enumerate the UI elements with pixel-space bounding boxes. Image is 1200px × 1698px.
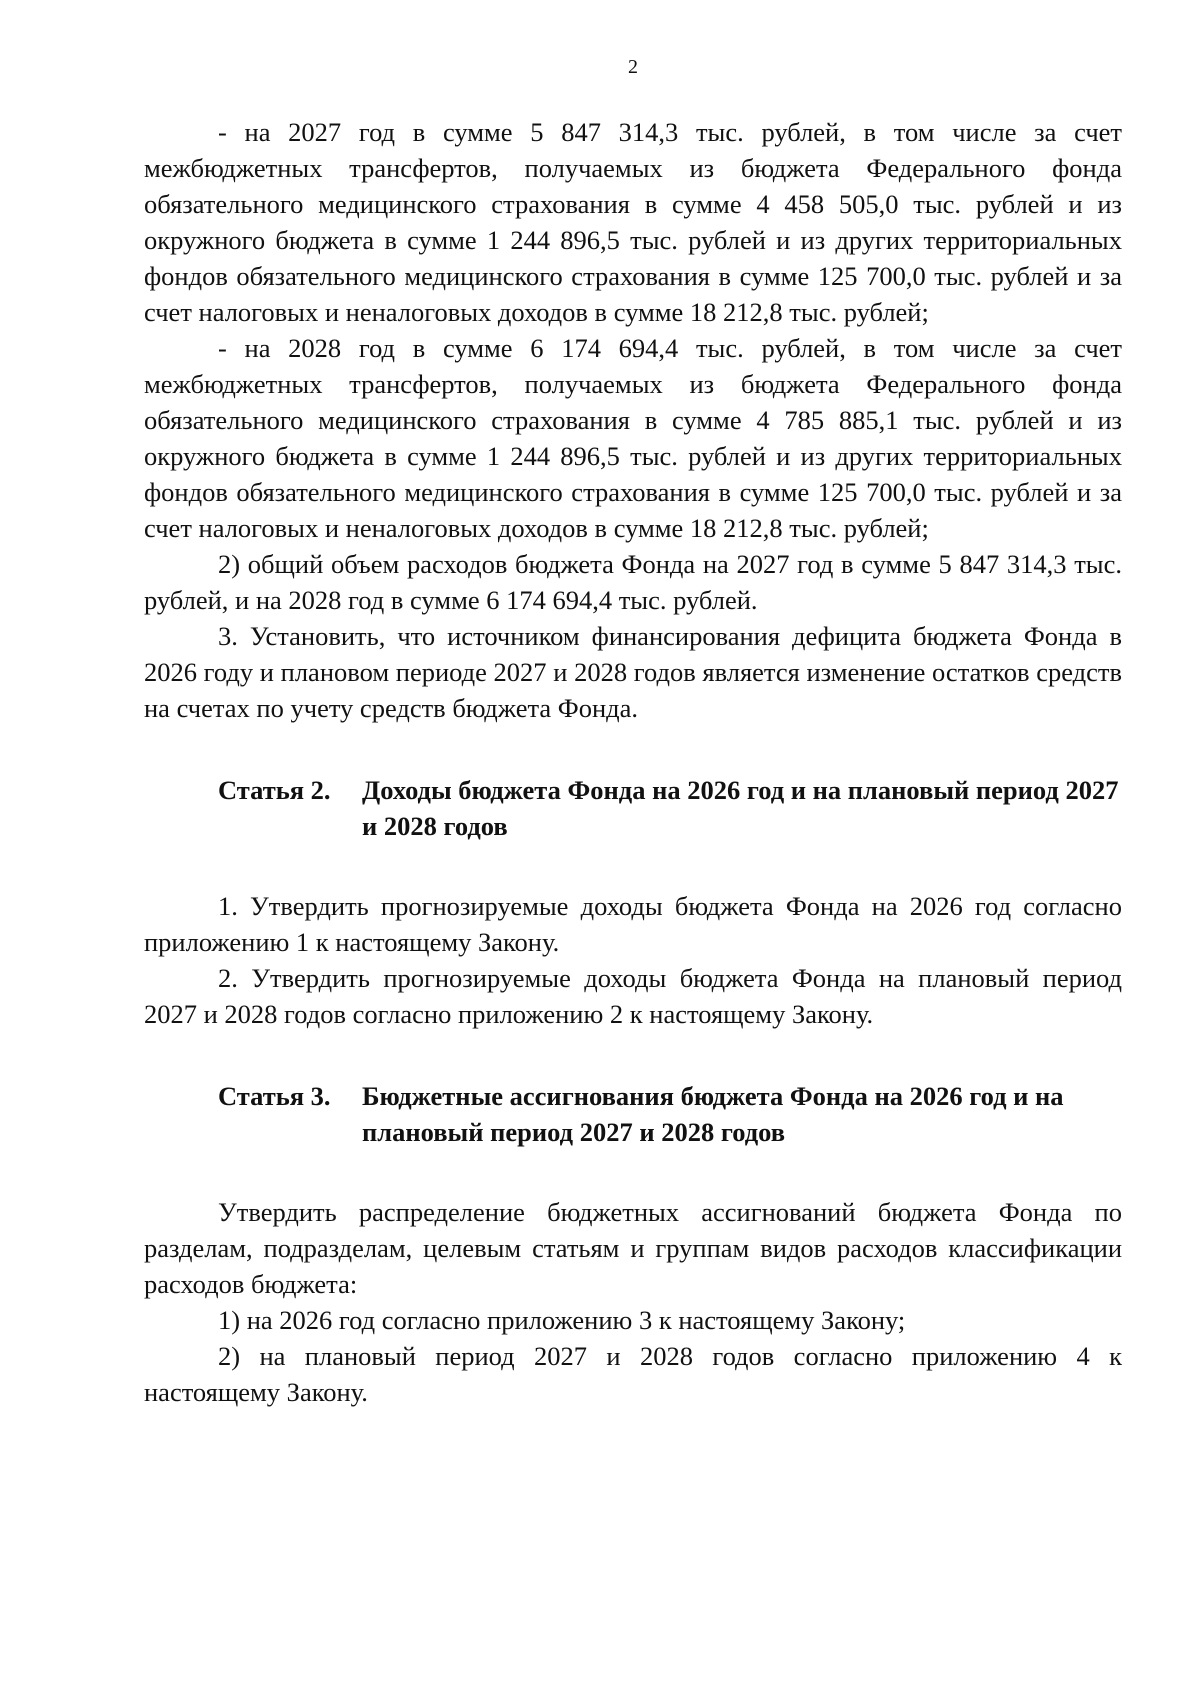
article-2-title: Доходы бюджета Фонда на 2026 год и на плановый период 2027 и 2028 годов [362,775,1119,841]
article-2-heading [144,772,1122,844]
article-3-title: Бюджетные ассигнования бюджета Фонда на 2026 год и на плановый период 2027 и 2028 годов [362,1081,1064,1147]
paragraph-2028-revenue: - на 2028 год в сумме 6 174 694,4 тыс. рублей, в том числе за счет межбюджетных трансфертов, получаемых из бюджета Федерального фонда обязательного медицинского страхования в сумме 4 785 885,1 тыс. рублей и из окружного бюджета в сумме 1 244 896,5 тыс. рублей и из других территориальных фондов обязательного медицинского страхования в сумме 125 700,0 тыс. рублей и за счет налоговых и неналоговых доходов в сумме 18 212,8 тыс. рублей; [144,333,1122,543]
document-body [144,114,1122,1410]
article-2-paragraph-2: 2. Утвердить прогнозируемые доходы бюджета Фонда на плановый период 2027 и 2028 годов согласно приложению 2 к настоящему Закону. [144,963,1122,1029]
article-3-paragraph-2: 1) на 2026 год согласно приложению 3 к настоящему Закону; [218,1305,906,1335]
paragraph-deficit-source: 3. Установить, что источником финансирования дефицита бюджета Фонда в 2026 году и плановом периоде 2027 и 2028 годов является изменение остатков средств на счетах по учету средств бюджета Фонда. [144,621,1122,723]
article-3-paragraph-3: 2) на плановый период 2027 и 2028 годов согласно приложению 4 к настоящему Закону. [144,1341,1122,1407]
page-number: 2 [628,56,638,78]
article-3-heading [144,1078,1122,1150]
paragraph-total-expenses: 2) общий объем расходов бюджета Фонда на 2027 год в сумме 5 847 314,3 тыс. рублей, и на 2028 год в сумме 6 174 694,4 тыс. рублей. [144,549,1122,615]
paragraph-2027-revenue: - на 2027 год в сумме 5 847 314,3 тыс. рублей, в том числе за счет межбюджетных трансфертов, получаемых из бюджета Федерального фонда обязательного медицинского страхования в сумме 4 458 505,0 тыс. рублей и из окружного бюджета в сумме 1 244 896,5 тыс. рублей и из других территориальных фондов обязательного медицинского страхования в сумме 125 700,0 тыс. рублей и за счет налоговых и неналоговых доходов в сумме 18 212,8 тыс. рублей; [144,117,1122,327]
article-3-number: Статья 3. [218,1081,331,1111]
article-3-paragraph-1: Утвердить распределение бюджетных ассигнований бюджета Фонда по разделам, подразделам, целевым статьям и группам видов расходов классификации расходов бюджета: [144,1197,1122,1299]
article-2-number: Статья 2. [218,775,331,805]
article-2-paragraph-1: 1. Утвердить прогнозируемые доходы бюджета Фонда на 2026 год согласно приложению 1 к настоящему Закону. [144,891,1122,957]
